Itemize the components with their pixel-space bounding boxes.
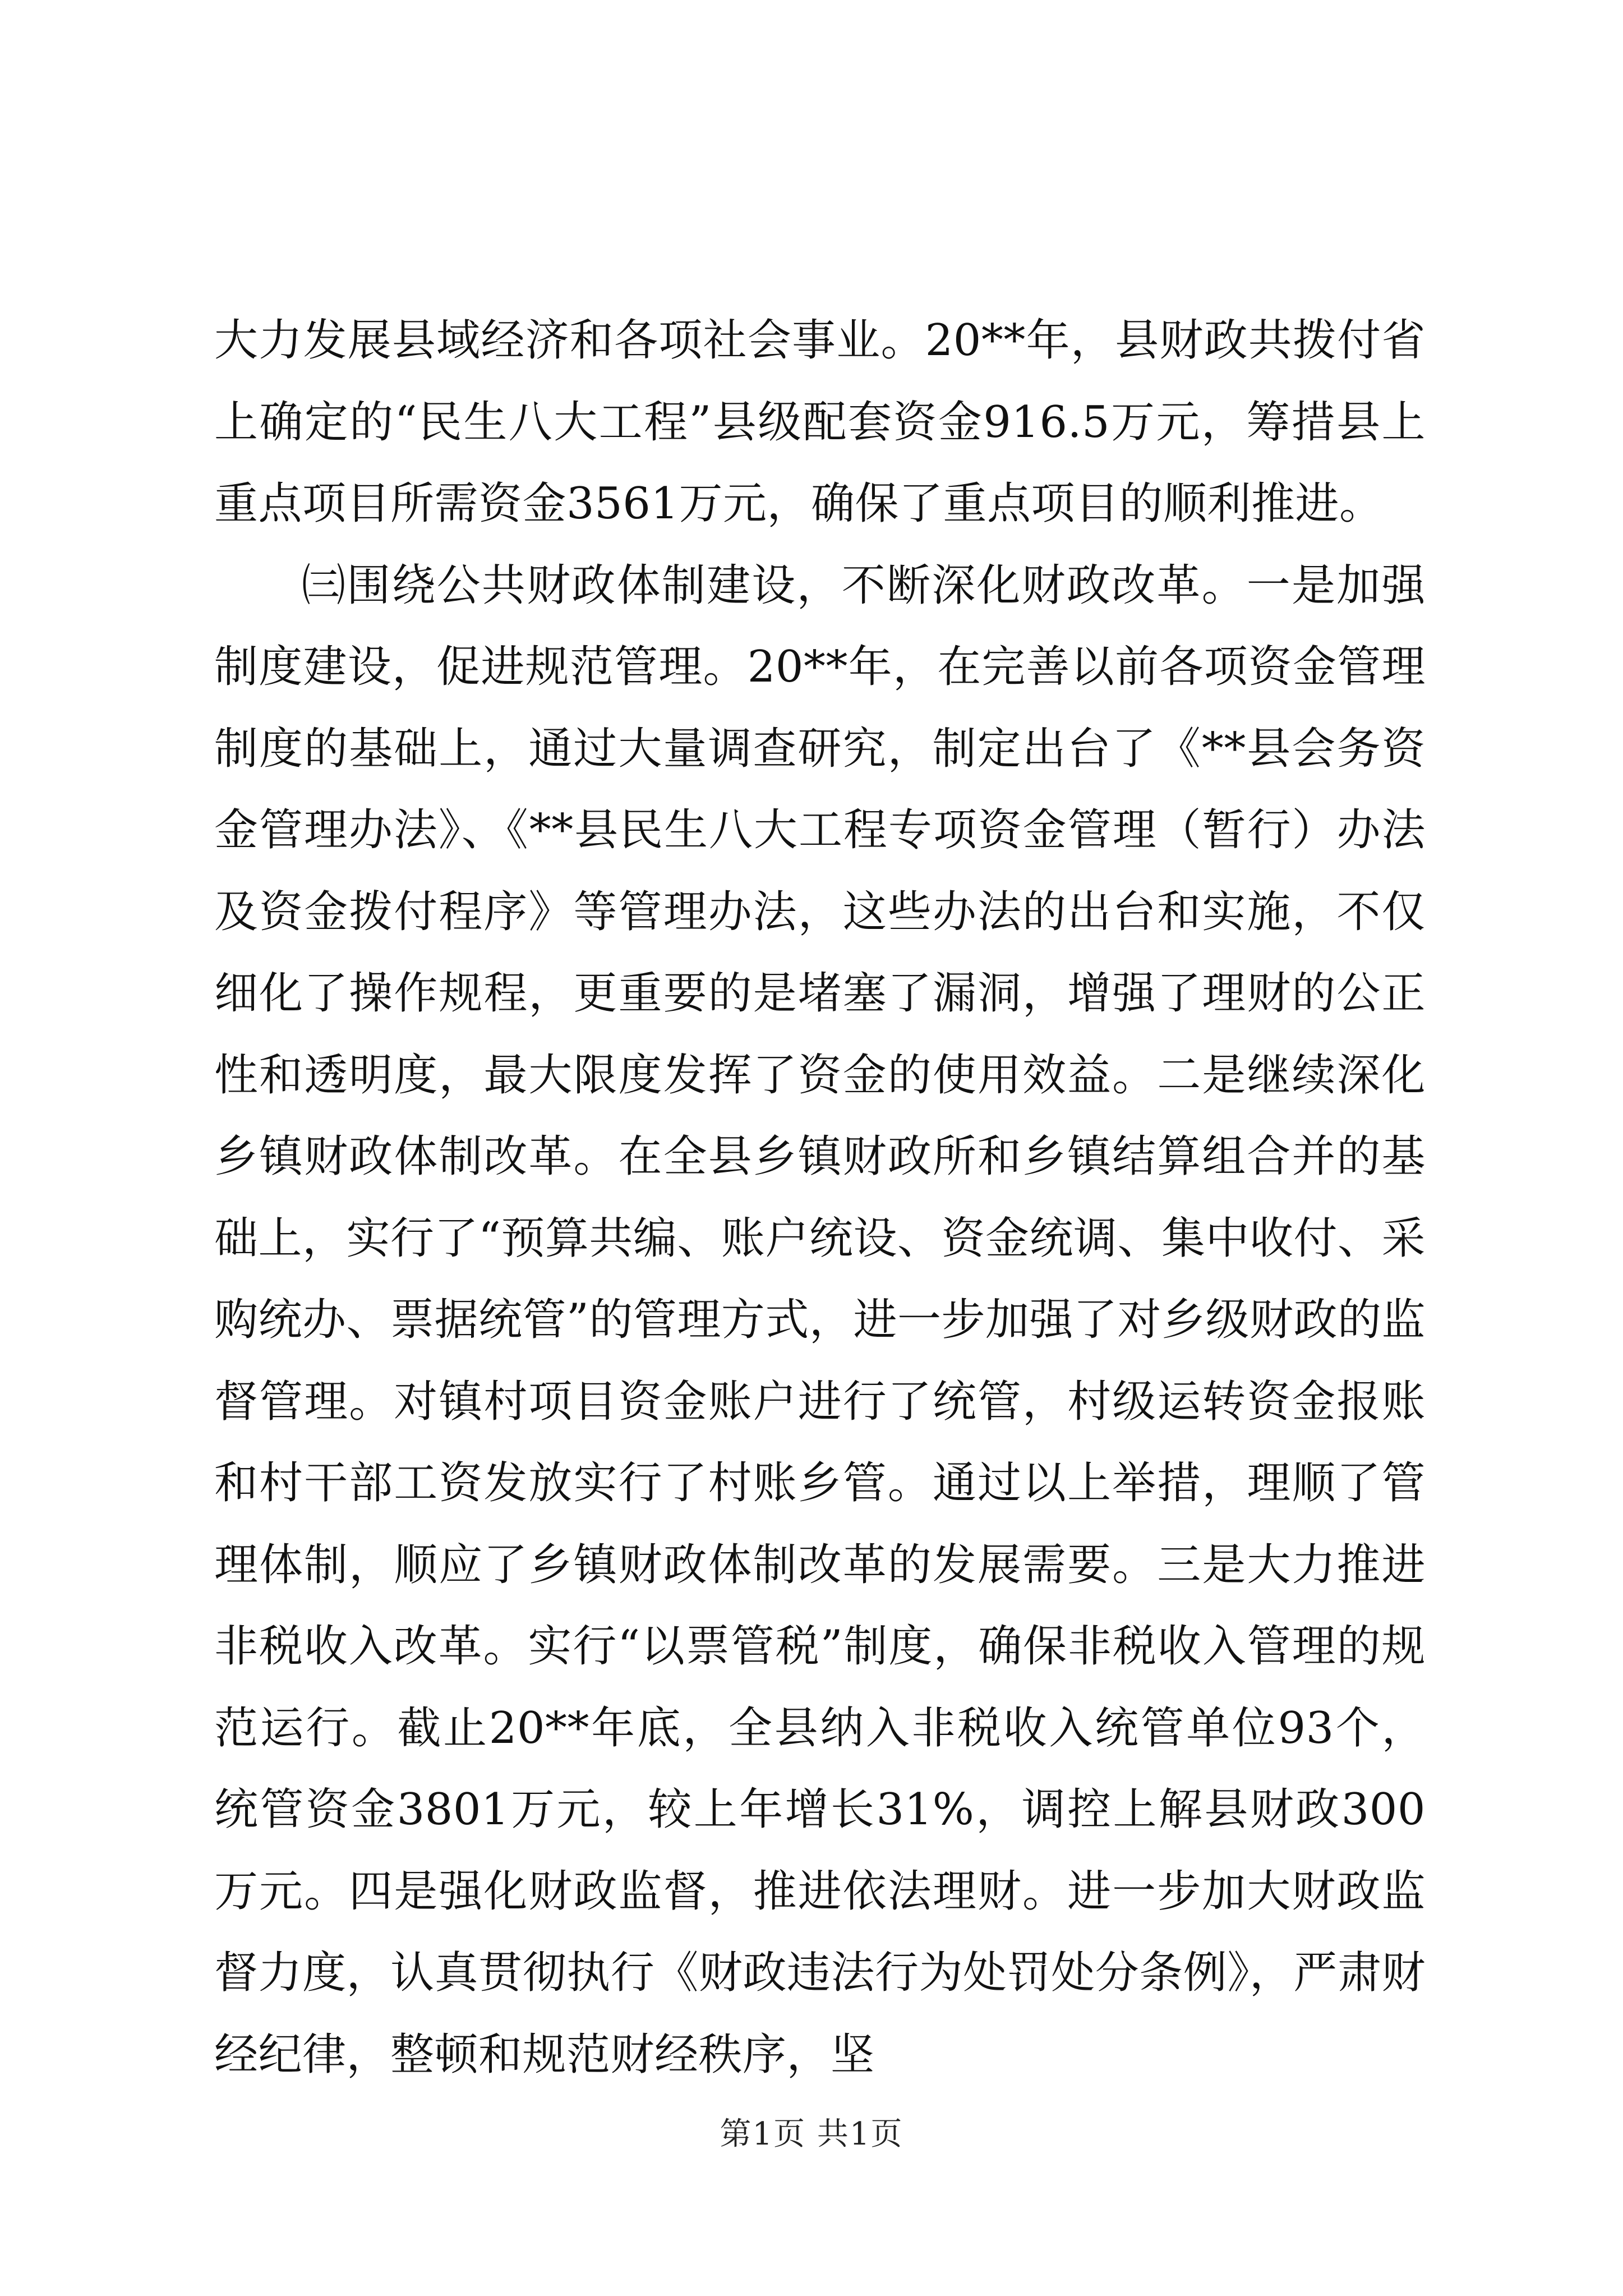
page-footer: 第1页 共1页 (720, 2116, 903, 2152)
paragraph-fiscal-reform: ㈢围绕公共财政体制建设，不断深化财政改革。一是加强制度建设，促进规范管理。20**年，在完善以前各项资金管理制度的基础上，通过大量调查研究，制定出台了《**县会务资金管理办法》、《**县民生八大工程专项资金管理（暂行）办法及资金拨付程序》等管理办法，这些办法的出台和实施，不仅细化了操作规程，更重要的是堵塞了漏洞，增强了理财的公正性和透明度，最大限度发挥了资金的使用效益。二是继续深化乡镇财政体制改革。在全县乡镇财政所和乡镇结算组合并的基础上，实行了“预算共编、账户统设、资金统调、集中收付、采购统办、票据统管”的管理方式，进一步加强了对乡级财政的监督管理。对镇村项目资金账户进行了统管，村级运转资金报账和村干部工资发放实行了村账乡管。通过以上举措，理顺了管理体制，顺应了乡镇财政体制改革的发展需要。三是大力推进非税收入改革。实行“以票管税”制度，确保非税收入管理的规范运行。截止20**年底，全县纳入非税收入统管单位93个，统管资金3801万元，较上年增长31%，调控上解县财政300万元。四是强化财政监督，推进依法理财。进一步加大财政监督力度，认真贯彻执行《财政违法行为处罚处分条例》，严肃财经纪律，整顿和规范财经秩序，坚 (214, 560, 1426, 2080)
paragraph-continuation: 大力发展县域经济和各项社会事业。20**年，县财政共拨付省上确定的“民生八大工程”县级配套资金916.5万元，筹措县上重点项目所需资金3561万元，确保了重点项目的顺利推进。 (214, 315, 1426, 529)
document-body (214, 300, 1426, 2096)
